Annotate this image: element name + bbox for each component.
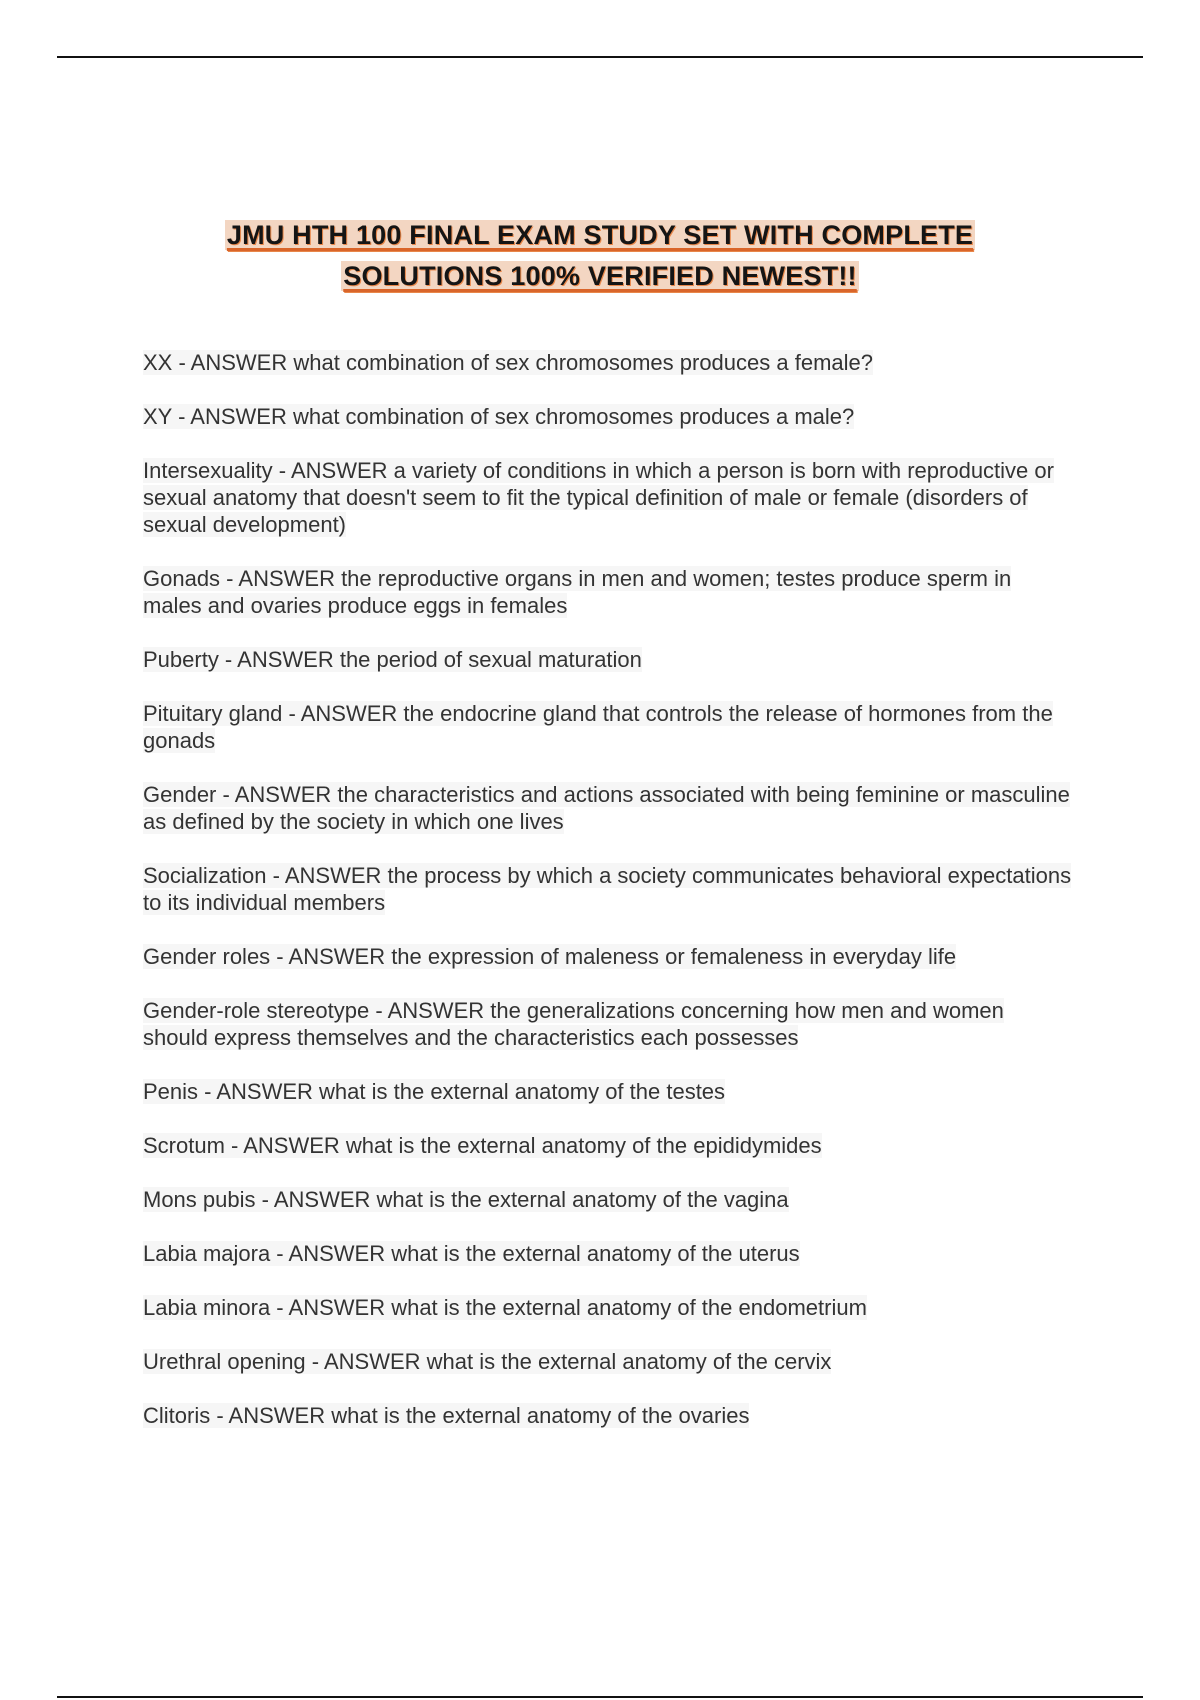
title-line-1: JMU HTH 100 FINAL EXAM STUDY SET WITH COMPLETE <box>226 220 974 250</box>
qa-entry-text: Socialization - ANSWER the process by which a society communicates behavioral expectations to its individual members <box>143 863 1072 915</box>
qa-entry <box>143 565 1073 619</box>
qa-entry <box>143 781 1073 835</box>
qa-entry <box>143 943 1073 970</box>
qa-entry <box>143 997 1073 1051</box>
qa-entry-text: Gender roles - ANSWER the expression of maleness or femaleness in everyday life <box>143 944 957 969</box>
qa-entry <box>143 349 1073 376</box>
qa-entry-text: XX - ANSWER what combination of sex chromosomes produces a female? <box>143 350 873 375</box>
qa-entry <box>143 1078 1073 1105</box>
qa-entry <box>143 1132 1073 1159</box>
title-line-2: SOLUTIONS 100% VERIFIED NEWEST!! <box>343 261 857 291</box>
qa-entry-text: Clitoris - ANSWER what is the external anatomy of the ovaries <box>143 1403 750 1428</box>
qa-entry <box>143 403 1073 430</box>
qa-entry <box>143 1240 1073 1267</box>
qa-entry-text: Intersexuality - ANSWER a variety of conditions in which a person is born with reproductive or sexual anatomy that doesn't seem to fit the typical definition of male or female (disorders of sexual development) <box>143 458 1054 537</box>
qa-entry-text: Gonads - ANSWER the reproductive organs in men and women; testes produce sperm in males and ovaries produce eggs in females <box>143 566 1012 618</box>
page-top-rule <box>57 56 1143 58</box>
qa-list <box>143 349 1073 1456</box>
qa-entry <box>143 700 1073 754</box>
document-title <box>100 215 1100 297</box>
qa-entry-text: Labia minora - ANSWER what is the external anatomy of the endometrium <box>143 1295 867 1320</box>
qa-entry <box>143 646 1073 673</box>
qa-entry-text: Labia majora - ANSWER what is the external anatomy of the uterus <box>143 1241 800 1266</box>
qa-entry-text: XY - ANSWER what combination of sex chromosomes produces a male? <box>143 404 855 429</box>
qa-entry-text: Urethral opening - ANSWER what is the external anatomy of the cervix <box>143 1349 832 1374</box>
qa-entry-text: Scrotum - ANSWER what is the external anatomy of the epididymides <box>143 1133 822 1158</box>
qa-entry <box>143 1402 1073 1429</box>
qa-entry <box>143 1294 1073 1321</box>
qa-entry <box>143 457 1073 538</box>
qa-entry <box>143 1348 1073 1375</box>
qa-entry <box>143 1186 1073 1213</box>
qa-entry-text: Puberty - ANSWER the period of sexual maturation <box>143 647 642 672</box>
qa-entry-text: Mons pubis - ANSWER what is the external anatomy of the vagina <box>143 1187 789 1212</box>
qa-entry-text: Gender-role stereotype - ANSWER the generalizations concerning how men and women should express themselves and the characteristics each possesses <box>143 998 1004 1050</box>
qa-entry <box>143 862 1073 916</box>
page-bottom-rule <box>57 1696 1143 1698</box>
qa-entry-text: Gender - ANSWER the characteristics and actions associated with being feminine or masculine as defined by the society in which one lives <box>143 782 1070 834</box>
qa-entry-text: Penis - ANSWER what is the external anatomy of the testes <box>143 1079 726 1104</box>
qa-entry-text: Pituitary gland - ANSWER the endocrine gland that controls the release of hormones from the gonads <box>143 701 1053 753</box>
